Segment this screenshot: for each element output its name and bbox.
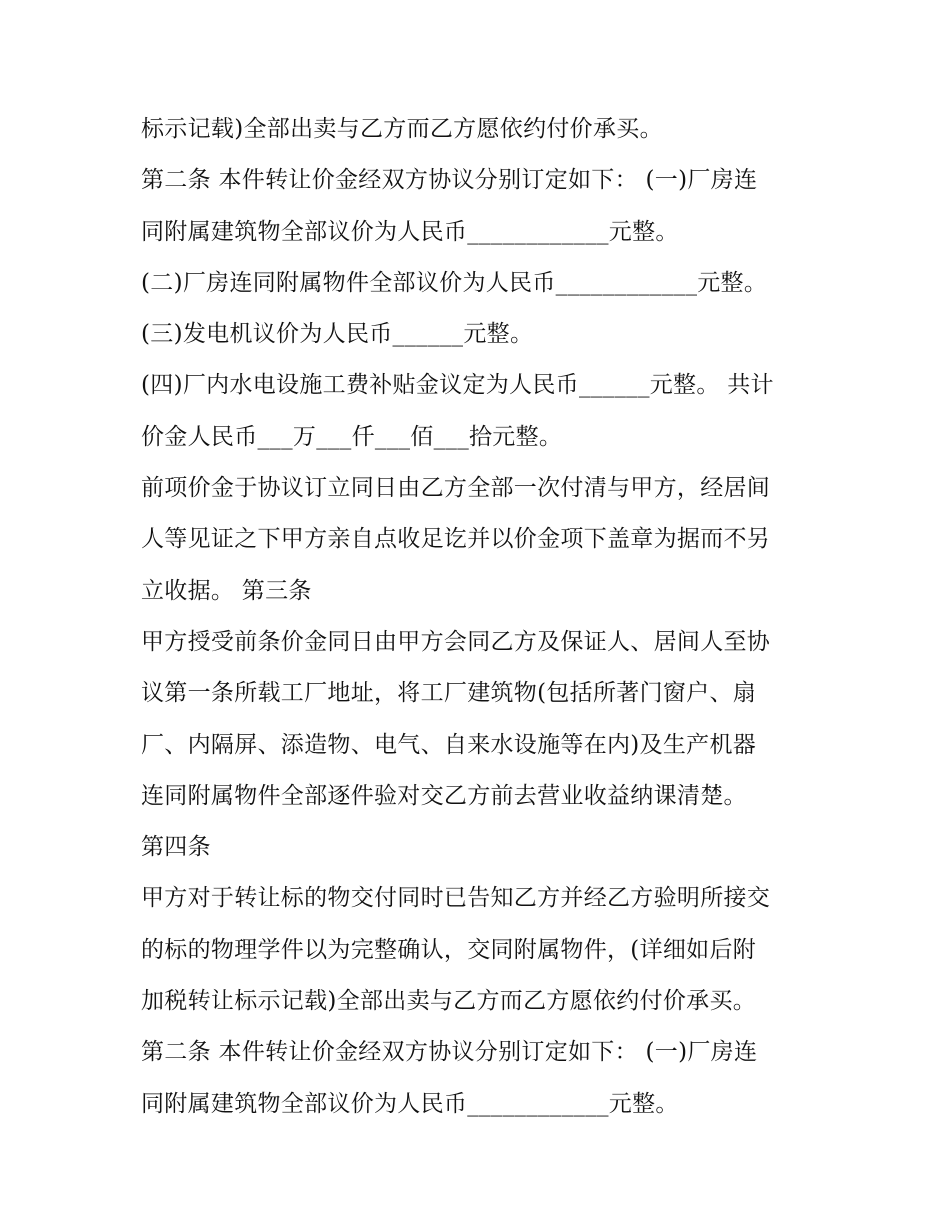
text-line: 甲方授受前条价金同日由甲方会同乙方及保证人、居间人至协 — [141, 628, 771, 655]
text-line: 甲方对于转让标的物交付同时已告知乙方并经乙方验明所接交 — [141, 885, 771, 912]
text-line: 同附属建筑物全部议价为人民币____________元整。 — [141, 1090, 679, 1117]
document-body — [141, 104, 831, 1130]
text-line: 第二条 本件转让价金经双方协议分别订定如下： (一)厂房连 — [141, 167, 758, 194]
text-line: 价金人民币___万___仟___佰___拾元整。 — [141, 423, 563, 450]
text-line: (二)厂房连同附属物件全部议价为人民币____________元整。 — [141, 269, 768, 296]
text-line: (三)发电机议价为人民币______元整。 — [141, 321, 534, 348]
text-line: 第四条 — [141, 834, 211, 861]
text-line: 厂、内隔屏、添造物、电气、自来水设施等在内)及生产机器 — [141, 731, 757, 758]
text-line: 第二条 本件转让价金经双方协议分别订定如下： (一)厂房连 — [141, 1039, 758, 1066]
text-line: 立收据。 第三条 — [141, 577, 312, 604]
text-line: 的标的物理学件以为完整确认，交同附属物件，(详细如后附 — [141, 936, 757, 963]
text-line: 连同附属物件全部逐件验对交乙方前去营业收益纳课清楚。 — [141, 782, 747, 809]
text-line: 议第一条所载工厂地址，将工厂建筑物(包括所著门窗户、扇 — [141, 680, 757, 707]
text-line: 标示记载)全部出卖与乙方而乙方愿依约付价承买。 — [141, 116, 663, 142]
text-line: 加税转让标示记载)全部出卖与乙方而乙方愿依约付价承买。 — [141, 988, 757, 1015]
text-line: 前项价金于协议订立同日由乙方全部一次付清与甲方，经居间 — [141, 475, 771, 502]
text-line: 同附属建筑物全部议价为人民币____________元整。 — [141, 218, 679, 245]
text-line: 人等见证之下甲方亲自点收足讫并以价金项下盖章为据而不另 — [141, 526, 771, 553]
text-line: (四)厂内水电设施工费补贴金议定为人民币______元整。 共计 — [141, 372, 774, 399]
